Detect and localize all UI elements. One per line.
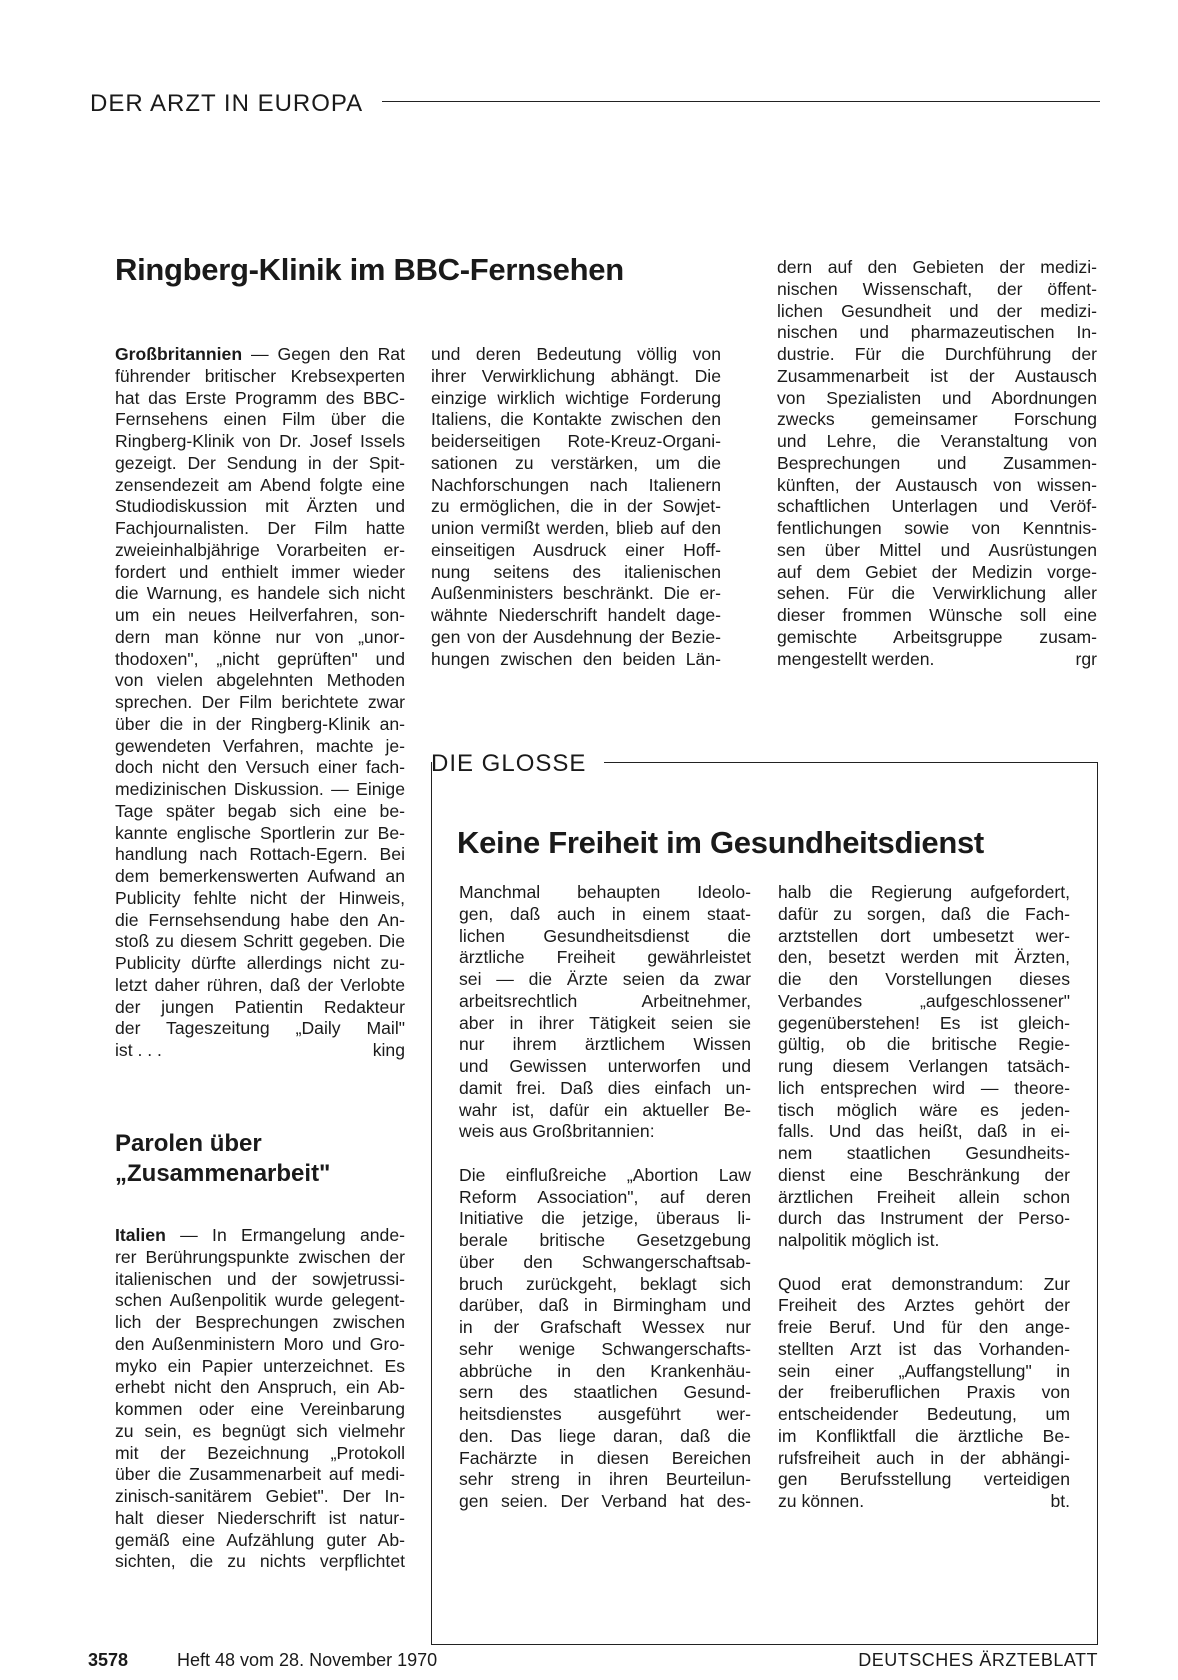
text-line: nur ihrem ärztlichem Wissen [459,1034,751,1055]
text-line: dern man könne nur von „unor- [115,626,405,647]
text-line: arztstellen dort umbesetzt wer- [778,925,1070,946]
text-line: im Konfliktfall die ärztliche Be- [778,1425,1070,1446]
text-line: über den Schwangerschaftsab- [459,1251,751,1272]
text-line: gen, daß auch in einem staat- [459,903,751,924]
text-line: Initiative die jetzige, überaus li- [459,1208,751,1229]
text-line: lichen Gesundheit und der medizi- [777,300,1097,321]
text-line: sei — die Ärzte seien da zwar [459,969,751,989]
text-line: myko ein Papier unterzeichnet. Es [115,1355,405,1376]
glosse-headline: Keine Freiheit im Gesundheitsdienst [457,825,984,860]
paragraph-gap [778,1252,1070,1274]
text-line: schen Außenpolitik wurde gelegent- [115,1290,405,1311]
text-line: stoß zu diesem Schritt gegeben. Die [115,931,405,952]
text-line: zinisch-sanitärem Gebiet". Der In- [115,1486,405,1506]
text-line-rest: — In Ermangelung ande- [165,1225,405,1245]
text-line: ist . . . king [115,1040,405,1060]
text-line: medizinischen Diskussion. — Einige [115,779,405,799]
text-line: mengestellt werden. rgr [777,648,1097,669]
text-line: nischen Wissenschaft, der öffent- [777,278,1097,299]
text-line: kannte englische Sportlerin zur Be- [115,822,405,843]
text-line: abbrüche in den Krankenhäu- [459,1360,751,1381]
article2-column-2 [431,344,721,670]
header-rule [382,101,1100,102]
paragraph-gap [459,1143,751,1165]
text-line: und Gewissen unterworfen und [459,1056,751,1076]
text-line: gen von der Ausdehnung der Bezie- [431,626,721,647]
text-line: arbeitsrechtlich Arbeitnehmer, [459,990,751,1011]
text-line: ihrer Verwirklichung abhängt. Die [431,365,721,386]
article2-headline-line: „Zusammenarbeit" [115,1160,331,1187]
text-line: Italiens, die Kontakte zwischen den [431,409,721,430]
text-line: zwecks gemeinsamer Forschung [777,409,1097,430]
text-line: Tage später begab sich eine be- [115,800,405,821]
text-line: italienischen und der sowjetrussi- [115,1268,405,1289]
text-line: bruch zurückgeht, beklagt sich [459,1273,751,1294]
article2-column-3 [777,257,1097,670]
text-line: freie Beruf. Und für den ange- [778,1317,1070,1337]
text-line: durch das Instrument der Perso- [778,1208,1070,1229]
text-line: berale britische Gesetzgebung [459,1230,751,1250]
text-line: sein einer „Auffangstellung" in [778,1360,1070,1381]
text-line: Fachjournalisten. Der Film hatte [115,518,405,538]
text-line: dienst eine Beschränkung der [778,1164,1070,1185]
text-line: wahr ist, dafür ein aktueller Be- [459,1099,751,1120]
text-line: rer Berührungspunkte zwischen der [115,1246,405,1267]
glosse-column-1 [459,882,751,1513]
text-line: nalpolitik möglich ist. [778,1230,940,1250]
text-line: dustrie. Für die Durchführung der [777,344,1097,364]
text-line: sichten, die zu nichts verpflichtet [115,1551,405,1572]
text-line: Besprechungen und Zusammen- [777,452,1097,473]
text-line: die den Vorstellungen dieses [778,969,1070,989]
article2-headline-line: Parolen über [115,1130,262,1157]
issue-info: Heft 48 vom 28. November 1970 [177,1650,438,1670]
text-line: Fernsehens einen Film über die [115,409,405,430]
text-line: wähnte Niederschrift handelt dage- [431,605,721,625]
text-line: fordert und enthielt immer wieder [115,561,405,582]
text-line [115,344,405,366]
text-line: gegenüberstehen! Es ist gleich- [778,1012,1070,1033]
text-line: den, besetzt werden mit Ärzten, [778,947,1070,968]
text-line: beiderseitigen Rote-Kreuz-Organi- [431,431,721,451]
text-line: Freiheit des Arztes gehört der [778,1295,1070,1316]
text-line: lich der Besprechungen zwischen [115,1312,405,1332]
text-line: lich entsprechen wird — theore- [778,1077,1070,1098]
text-line: Zusammenarbeit ist der Austausch [777,365,1097,386]
text-line: zu ermöglichen, die in der Sowjet- [431,496,721,517]
text-line: über die Zusammenarbeit auf medi- [115,1464,405,1485]
text-line: sen über Mittel und Ausrüstungen [777,539,1097,560]
article2-column-1 [115,1225,405,1573]
text-line: einseitigen Ausdruck einer Hoff- [431,539,721,560]
text-line: und Lehre, die Veranstaltung von [777,431,1097,451]
text-line [115,1225,405,1247]
text-line: rufsfreiheit auch in der abhängi- [778,1447,1070,1468]
text-line: doch nicht den Versuch einer fach- [115,757,405,778]
section-header: DER ARZT IN EUROPA [90,90,364,117]
text-line: in der Grafschaft Wessex nur [459,1317,751,1337]
text-line: von Spezialisten und Abordnungen [777,387,1097,408]
text-line: entscheidender Bedeutung, um [778,1404,1070,1424]
text-line: auf dem Gebiet der Medizin vorge- [777,561,1097,582]
text-line: hat das Erste Programm des BBC- [115,387,405,408]
text-line: der freiberuflichen Praxis von [778,1382,1070,1403]
text-line: dem bemerkenswerten Aufwand an [115,866,405,886]
text-line: gültig, ob die britische Regie- [778,1034,1070,1055]
article2-headline [115,1129,330,1189]
text-line: heitsdienstes ausgeführt wer- [459,1404,751,1424]
text-line: dafür zu sorgen, daß die Fach- [778,903,1070,924]
text-line: den Außenministern Moro und Gro- [115,1333,405,1354]
text-line: Manchmal behaupten Ideolo- [459,882,751,902]
glosse-section-label: DIE GLOSSE [431,750,587,777]
article1-column [115,344,405,1062]
text-line: und deren Bedeutung völlig von [431,344,721,364]
text-line: handlung nach Rottach-Egern. Bei [115,844,405,865]
text-line: zu können. bt. [778,1491,1070,1511]
text-line: darüber, daß in Birmingham und [459,1295,751,1316]
publication-name: DEUTSCHES ÄRZTEBLATT [858,1650,1098,1670]
article-headline: Ringberg-Klinik im BBC-Fernsehen [115,252,624,287]
text-line: zweieinhalbjährige Vorarbeiten er- [115,539,405,560]
text-line: um ein neues Heilverfahren, son- [115,605,405,625]
text-line: von vielen abgelehnten Methoden [115,670,405,691]
text-line: gezeigt. Der Sendung in der Spit- [115,452,405,473]
text-line: Reform Association", auf deren [459,1186,751,1207]
text-line: sprechen. Der Film berichtete zwar [115,692,405,712]
text-line: stellten Arzt ist das Vorhanden- [778,1338,1070,1359]
lead-word: Italien [115,1225,166,1245]
text-line: Publicity fehlte nicht der Hinweis, [115,887,405,908]
text-line: gemäß eine Aufzählung guter Ab- [115,1529,405,1550]
text-line: tisch möglich wäre es jeden- [778,1099,1070,1120]
text-line: lichen Gesundheitsdienst die [459,925,751,946]
text-line: kommen oder eine Vereinbarung [115,1399,405,1419]
text-line: union vermißt werden, blieb auf den [431,518,721,538]
text-line: zensendezeit am Abend folgte eine [115,474,405,495]
text-line: die Warnung, es handele sich nicht [115,583,405,604]
text-line: gen Berufsstellung verteidigen [778,1469,1070,1490]
glosse-column-2 [778,882,1070,1513]
text-line: weis aus Großbritannien: [459,1121,655,1142]
text-line: damit frei. Daß dies einfach un- [459,1077,751,1098]
text-line: über die in der Ringberg-Klinik an- [115,713,405,734]
text-line: sern des staatlichen Gesund- [459,1382,751,1403]
text-line: letzt daher rühren, daß der Verlobte [115,974,405,995]
text-line: Nachforschungen nach Italienern [431,474,721,495]
text-line: Quod erat demonstrandum: Zur [778,1273,1070,1294]
text-line: thodoxen", „nicht geprüften" und [115,648,405,669]
text-line: fentlichungen sowie von Kenntnis- [777,518,1097,538]
lead-word: Großbritannien [115,344,243,364]
text-line: Die einflußreiche „Abortion Law [459,1164,751,1185]
text-line: halt dieser Niederschrift ist natur- [115,1507,405,1528]
text-line: nischen und pharmazeutischen In- [777,322,1097,343]
text-line: sehr streng in ihren Beurteilun- [459,1469,751,1490]
text-line: falls. Und das heißt, daß in ei- [778,1121,1070,1142]
text-line: nung seitens des italienischen [431,561,721,582]
text-line: einzige wirklich wichtige Forderung [431,387,721,408]
text-line: gen seien. Der Verband hat des- [459,1491,751,1511]
text-line: halb die Regierung aufgefordert, [778,882,1070,902]
text-line-rest: — Gegen den Rat [242,344,405,364]
text-line: erhebt nicht den Anspruch, ein Ab- [115,1377,405,1398]
text-line: der jungen Patientin Redakteur [115,996,405,1017]
text-line: die Fernsehsendung habe den An- [115,909,405,930]
text-line: sehen. Für die Verwirklichung aller [777,583,1097,604]
text-line: nem staatlichen Gesundheits- [778,1143,1070,1163]
text-line: Verbandes „aufgeschlossener" [778,990,1070,1011]
text-line: Ringberg-Klinik von Dr. Josef Issels [115,431,405,451]
text-line: schaftlichen Unterlagen und Veröf- [777,496,1097,517]
text-line: sehr wenige Schwangerschafts- [459,1338,751,1359]
text-line: Publicity dürfte allerdings nicht zu- [115,953,405,973]
text-line: ärztliche Freiheit gewährleistet [459,947,751,968]
text-line: dern auf den Gebieten der medizi- [777,257,1097,277]
text-line: sationen zu verstärken, um die [431,452,721,473]
text-line: aber in ihrer Tätigkeit seien sie [459,1012,751,1033]
text-line: ärztlichen Freiheit allein schon [778,1186,1070,1207]
text-line: hungen zwischen den beiden Län- [431,648,721,669]
text-line: der Tageszeitung „Daily Mail" [115,1018,405,1039]
text-line: führender britischer Krebsexperten [115,365,405,386]
text-line: Außenministers beschränkt. Die er- [431,583,721,604]
text-line: mit der Bezeichnung „Protokoll [115,1442,405,1463]
text-line: Fachärzte in diesen Bereichen [459,1447,751,1468]
text-line: künften, der Austausch von wissen- [777,474,1097,495]
text-line: den. Das liege daran, daß die [459,1425,751,1446]
text-line: gewendeten Verfahren, machte je- [115,735,405,756]
page-number: 3578 [88,1650,129,1670]
text-line: Studiodiskussion mit Ärzten und [115,496,405,517]
text-line: gemischte Arbeitsgruppe zusam- [777,626,1097,647]
text-line: zu sein, es begnügt sich vielmehr [115,1420,405,1441]
text-line: dieser frommen Wünsche soll eine [777,605,1097,625]
text-line: rung diesem Verlangen tatsäch- [778,1056,1070,1076]
